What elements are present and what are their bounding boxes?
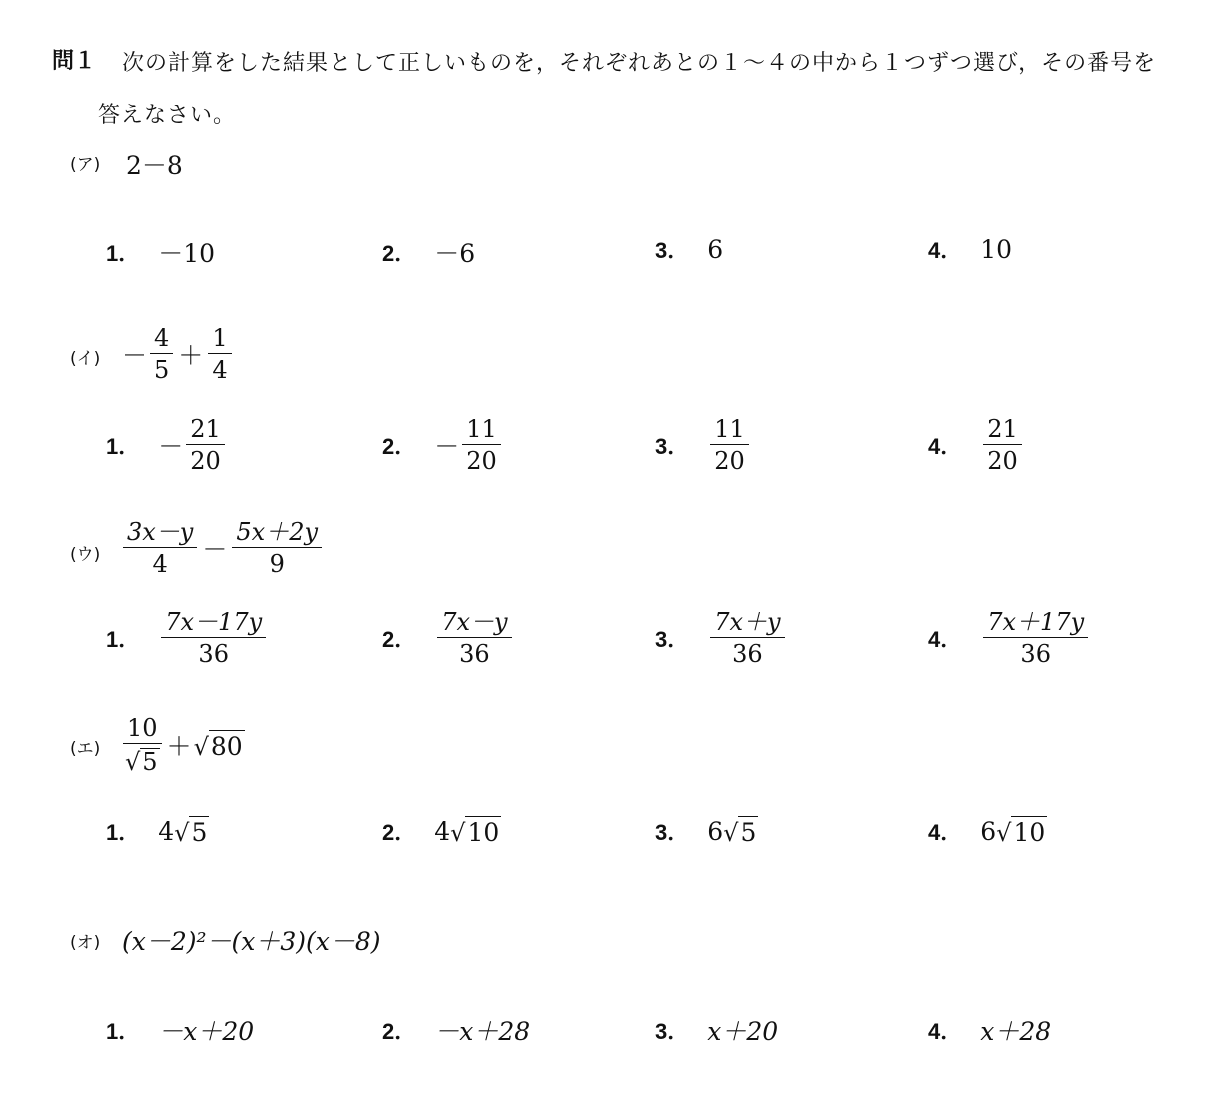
problem-e-choice-1[interactable] [106, 1012, 254, 1048]
choice-number: 4． [928, 433, 963, 459]
choice-number: 1． [106, 1018, 141, 1044]
problem-b-choice-1[interactable] [106, 417, 228, 473]
choice-number: 4． [928, 820, 963, 845]
problem-c-choice-4[interactable] [928, 610, 1091, 666]
question-number: 問１ [52, 49, 97, 74]
fraction: 10 √ 5 [123, 716, 162, 774]
problem-c-choice-2[interactable] [382, 610, 515, 666]
choice-number: 4． [928, 626, 963, 652]
problem-b-expression [122, 326, 235, 382]
problem-d-expression [120, 716, 245, 774]
problem-e-choice-3[interactable] [655, 1012, 778, 1048]
choice-value: 4 √ 5 [158, 817, 208, 847]
choice-value: －10 [158, 239, 216, 268]
problem-a-expression: 2－8 [126, 151, 183, 180]
choice-number: 3． [655, 626, 690, 652]
problem-e-label: (オ) [70, 933, 101, 953]
choice-number: 3． [655, 433, 690, 459]
fraction: $\frac{4}{5}$ [150, 326, 173, 382]
choice-number: 3． [655, 238, 690, 263]
choice-number: 1． [106, 240, 141, 266]
square-root: √ 80 [193, 731, 243, 761]
choice-number: 3． [655, 820, 690, 845]
choice-value: 4 √ 10 [434, 817, 500, 847]
problem-b-choice-2[interactable] [382, 417, 504, 473]
fraction: $\frac{3x-y}{4}$ [123, 520, 197, 576]
problem-c-choice-3[interactable] [655, 610, 788, 666]
problem-a-label: (ア) [70, 155, 101, 175]
choice-value: － $\frac{11}{20}$ [434, 417, 504, 473]
problem-d-label: (エ) [70, 739, 101, 759]
problem-a-choice-2[interactable] [382, 234, 475, 270]
choice-number: 2． [382, 626, 417, 652]
sign: － [122, 341, 148, 370]
problem-e-expression: (x－2)²－(x＋3)(x－8) [122, 927, 381, 956]
choice-value: $\frac{7x-17y}{36}$ [158, 610, 269, 666]
choice-value: －6 [434, 239, 476, 268]
problem-d-choice-1[interactable] [106, 816, 209, 847]
problem-d-choice-3[interactable] [655, 816, 758, 847]
choice-value: 6 [707, 235, 724, 264]
question-text-line2: 答えなさい。 [98, 103, 237, 128]
choice-value: －x＋28 [434, 1017, 531, 1046]
choice-value: $\frac{11}{20}$ [707, 417, 752, 473]
problem-a-choice-4[interactable] [928, 234, 1012, 265]
problem-d-choice-4[interactable] [928, 816, 1047, 847]
problem-b-label: (イ) [70, 349, 101, 369]
choice-number: 1． [106, 433, 141, 459]
choice-number: 2． [382, 820, 417, 845]
choice-value: 6 √ 5 [707, 817, 757, 847]
choice-number: 4． [928, 1018, 963, 1044]
choice-number: 1． [106, 626, 141, 652]
operator: － [202, 535, 228, 564]
problem-c-expression [120, 520, 325, 576]
choice-value: － $\frac{21}{20}$ [158, 417, 228, 473]
problem-b-choice-3[interactable] [655, 417, 752, 473]
choice-number: 1． [106, 820, 141, 845]
choice-value: x＋28 [980, 1017, 1052, 1046]
fraction: $\frac{1}{4}$ [208, 326, 231, 382]
operator: ＋ [178, 341, 204, 370]
choice-number: 2． [382, 433, 417, 459]
operator: ＋ [166, 732, 192, 761]
choice-number: 4． [928, 238, 963, 263]
problem-b-choice-4[interactable] [928, 417, 1025, 473]
question-text-line1: 次の計算をした結果として正しいものを，それぞれあとの１～４の中から１つずつ選び，その番号を [122, 51, 1157, 76]
problem-c-choice-1[interactable] [106, 610, 269, 666]
choice-value: $\frac{7x+17y}{36}$ [980, 610, 1091, 666]
fraction: $\frac{5x+2y}{9}$ [232, 520, 322, 576]
choice-value: $\frac{21}{20}$ [980, 417, 1025, 473]
choice-value: －x＋20 [158, 1017, 255, 1046]
problem-a-choice-3[interactable] [655, 234, 723, 265]
problem-e-choice-4[interactable] [928, 1012, 1051, 1048]
choice-value: $\frac{7x+y}{36}$ [707, 610, 787, 666]
problem-c-label: (ウ) [70, 545, 101, 565]
problem-e-choice-2[interactable] [382, 1012, 530, 1048]
choice-number: 2． [382, 240, 417, 266]
choice-value: 6 √ 10 [980, 817, 1046, 847]
choice-value: 10 [980, 235, 1013, 264]
problem-a-choice-1[interactable] [106, 234, 215, 270]
choice-value: x＋20 [707, 1017, 779, 1046]
choice-number: 3． [655, 1018, 690, 1044]
choice-value: $\frac{7x-y}{36}$ [434, 610, 514, 666]
choice-number: 2． [382, 1018, 417, 1044]
problem-d-choice-2[interactable] [382, 816, 501, 847]
